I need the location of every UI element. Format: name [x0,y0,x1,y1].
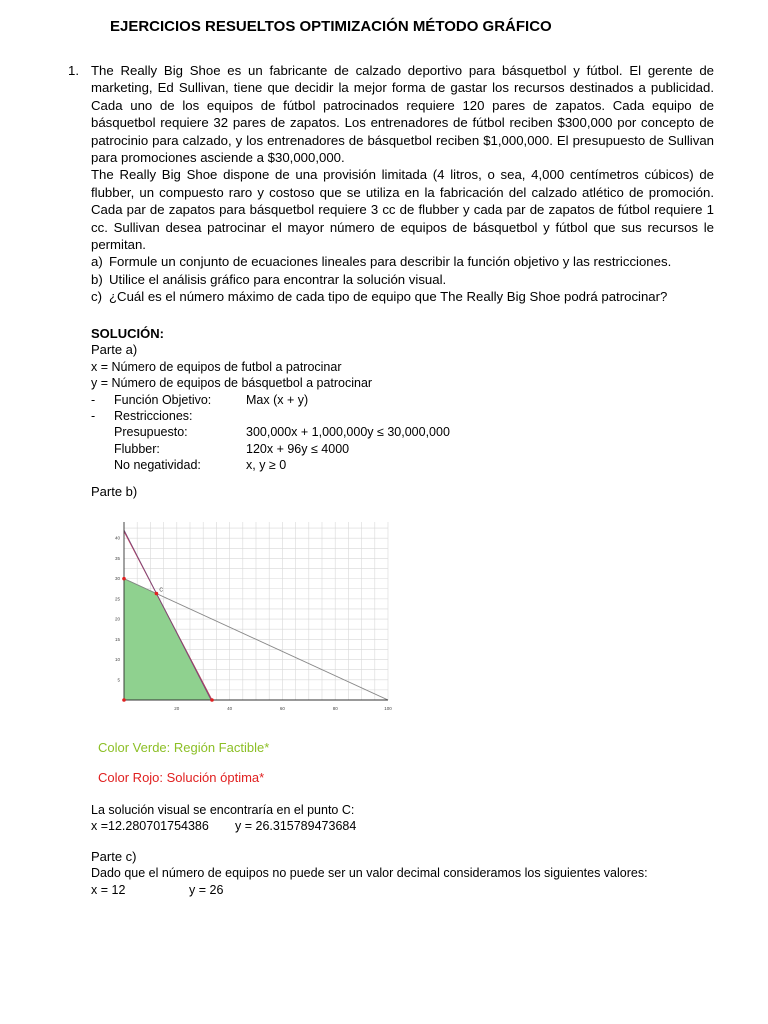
constraint-value: x, y ≥ 0 [246,458,287,473]
question-a [91,253,714,270]
problem-paragraph-2: The Really Big Shoe dispone de una provisión limitada (4 litros, o sea, 4,000 centímetros cúbicos) de flubber, un compuesto raro y costoso que se utiliza en la fabricación del calzado atlético de promoción. Cada par de zapatos para básquetbol requiere 3 cc de flubber y cada par de zapatos de fútbol requiere 1 cc. Sullivan desea patrocinar el mayor número de equipos de básquetbol y fútbol que sus recursos le permitan. [91,167,714,253]
x-tick-label: 40 [227,706,233,711]
objective-row [91,392,731,408]
y-final-value: y = 26 [189,882,224,897]
question-text: Formule un conjunto de ecuaciones lineales para describir la función objetivo y las restricciones. [109,254,672,270]
constraint-row [91,424,731,440]
solution-heading: SOLUCIÓN: [91,326,164,341]
vertex-point [122,698,126,702]
vertex-point [122,577,126,581]
y-solution-value: y = 26.315789473684 [235,819,357,834]
parte-c-heading: Parte c) [91,848,137,864]
question-b [91,271,714,288]
question-label: a) [91,254,103,270]
x-final-value: x = 12 [91,882,126,897]
y-tick-label: 5 [117,677,120,683]
constraint-label: No negatividad: [114,458,201,473]
y-tick-label: 20 [114,616,120,622]
question-text: ¿Cuál es el número máximo de cada tipo de equipo que The Really Big Shoe podrá patrocinar? [109,289,668,305]
question-c [91,288,714,305]
result-block [91,802,731,898]
final-values-row [91,882,731,898]
constraint-value: 120x + 96y ≤ 4000 [246,441,350,456]
constraint-label: Flubber: [114,441,160,456]
page-title: EJERCICIOS RESUELTOS OPTIMIZACIÓN MÉTODO GRÁFICO [110,18,552,35]
parte-c-explanation: Dado que el número de equipos no puede ser un valor decimal consideramos los siguientes valores: [91,866,648,881]
y-definition: y = Número de equipos de básquetbol a patrocinar [91,376,373,391]
parte-a-heading: Parte a) [91,342,138,358]
x-solution-value: x =12.280701754386 [91,819,209,834]
question-text: Utilice el análisis gráfico para encontrar la solución visual. [109,271,447,287]
x-tick-label: 100 [384,706,392,711]
legend-feasible-region: Color Verde: Región Factible* [98,740,270,755]
parte-b-heading: Parte b) [91,483,138,499]
visual-solution-text: La solución visual se encontraría en el punto C: [91,803,355,817]
y-tick-label: 25 [114,596,120,602]
constraint-label: Presupuesto: [114,425,188,440]
problem-number: 1. [68,63,79,78]
y-tick-label: 40 [114,535,120,541]
y-tick-label: 30 [114,576,120,582]
solution-block [91,326,731,500]
bullet-dash: - [91,392,96,407]
vertex-point [210,698,214,702]
feasible-region-chart [98,510,404,720]
restrictions-row [91,408,731,424]
bullet-dash: - [91,409,96,424]
y-tick-label: 35 [114,555,120,561]
constraint-row [91,457,731,473]
x-definition: x = Número de equipos de futbol a patrocinar [91,359,342,374]
x-tick-label: 60 [279,706,285,711]
legend-optimal-solution: Color Rojo: Solución óptima* [98,770,265,785]
problem-paragraph-1: The Really Big Shoe es un fabricante de calzado deportivo para básquetbol y fútbol. El gerente de marketing, Ed Sullivan, tiene que decidir la mejor forma de gastar los recursos destinados a publicidad. Cada uno de los equipos de fútbol patrocinados requiere 120 pares de zapatos. Cada equipo de básquetbol requiere 32 pares de zapatos. Los entrenadores de fútbol reciben $300,000 por concepto de patrocinio para calzado, y los entrenadores de básquetbol reciben $1,000,000. El presupuesto de Sullivan para promociones asciende a $30,000,000. [91,63,714,166]
problem-block [68,62,714,306]
objective-value: Max (x + y) [246,392,309,407]
constraint-row [91,441,731,457]
vertex-label: C [159,587,164,594]
question-label: b) [91,271,103,287]
objective-label: Función Objetivo: [114,392,212,407]
question-label: c) [91,289,102,305]
y-tick-label: 10 [114,657,120,663]
y-tick-label: 15 [114,636,120,642]
restrictions-label: Restricciones: [114,409,193,424]
vertex-point [155,592,159,596]
x-tick-label: 20 [174,706,180,711]
constraint-value: 300,000x + 1,000,000y ≤ 30,000,000 [246,425,450,440]
x-tick-label: 80 [332,706,338,711]
solution-values-row [91,818,731,834]
